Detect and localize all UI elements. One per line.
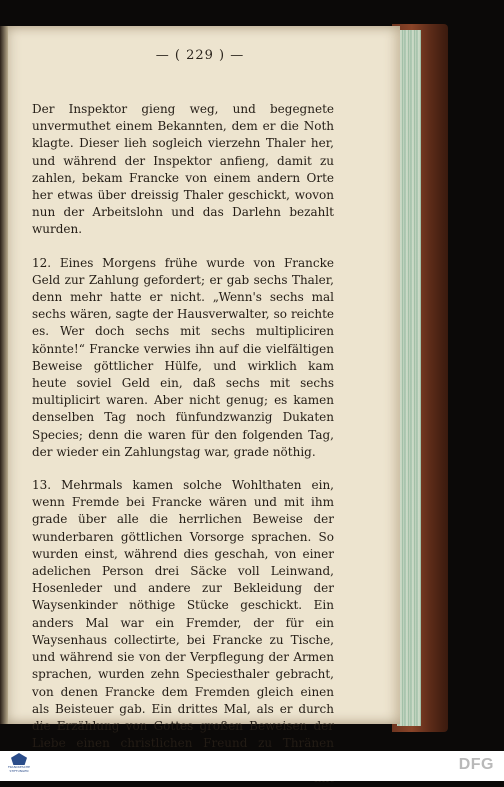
logo-caption: FRANCKESCHE STIFTUNGEN xyxy=(7,765,31,773)
page-text xyxy=(32,101,334,787)
page-number: — ( 229 ) — xyxy=(155,48,245,63)
paragraph-3: 13. Mehrmals kamen solche Wohlthaten ein, wenn Fremde bei Francke wären und mit ihm grade über alle die herrlichen Beweise der wunderbaren göttlichen Vorsorge sprachen. So wurden einst, während dies geschah, von einer adelichen Person drei Säcke voll Leinwand, Hosenleder und andere zur Bekleidung der Waysenkinder nöthige Stücke geschickt. Ein anders Mal war ein Fremder, der für ein Waysenhaus collectirte, bei Francke zu Tische, und während sie von der Verpflegung der Armen sprachen, wurden zehn Speciesthaler gebracht, von denen Francke dem Fremden gleich einen als Beisteuer gab. Ein drittes Mal, als er durch die Erzählung von Gottes großen Beweisen der Liebe einen christlichen Freund zu Thränen xyxy=(32,478,334,751)
paragraph-1: Der Inspektor gieng weg, und begegnete unvermuthet einem Bekannten, dem er die Noth klagte. Dieser lieh sogleich vierzehn Thaler her, und während der Inspektor anfieng, damit zu zahlen, bekam Francke von einem andern Orte her etwas über dreissig Thaler geschickt, wovon nun der Arbeitslohn und das Darlehn bezahlt wurden. xyxy=(32,102,334,237)
paragraph-2: 12. Eines Morgens frühe wurde von Francke Geld zur Zahlung gefordert; er gab sechs Thaler, denn mehr hatte er nicht. „Wenn's sechs mal sechs wären, sagte der Hausverwalter, so reichte es. Wer doch sechs mit sechs multipliciren könnte!“ Francke verwies ihn auf die vielfältigen Beweise göttlicher Hülfe, und wirklich kam heute soviel Geld ein, daß sechs mit sechs multiplicirt waren. Aber nicht genug; es kamen denselben Tag noch fünfundzwanzig Dukaten Species; denn die waren für den folgenden Tag, der wieder ein Zahlungstag war, grade nöthig. xyxy=(32,255,334,459)
logo-icon xyxy=(11,753,27,765)
page-edges xyxy=(397,30,421,726)
gutter-shadow xyxy=(0,26,8,724)
dfg-logo[interactable]: DFG xyxy=(458,756,494,773)
institution-logo[interactable] xyxy=(6,753,32,779)
viewer-footer xyxy=(0,751,504,781)
